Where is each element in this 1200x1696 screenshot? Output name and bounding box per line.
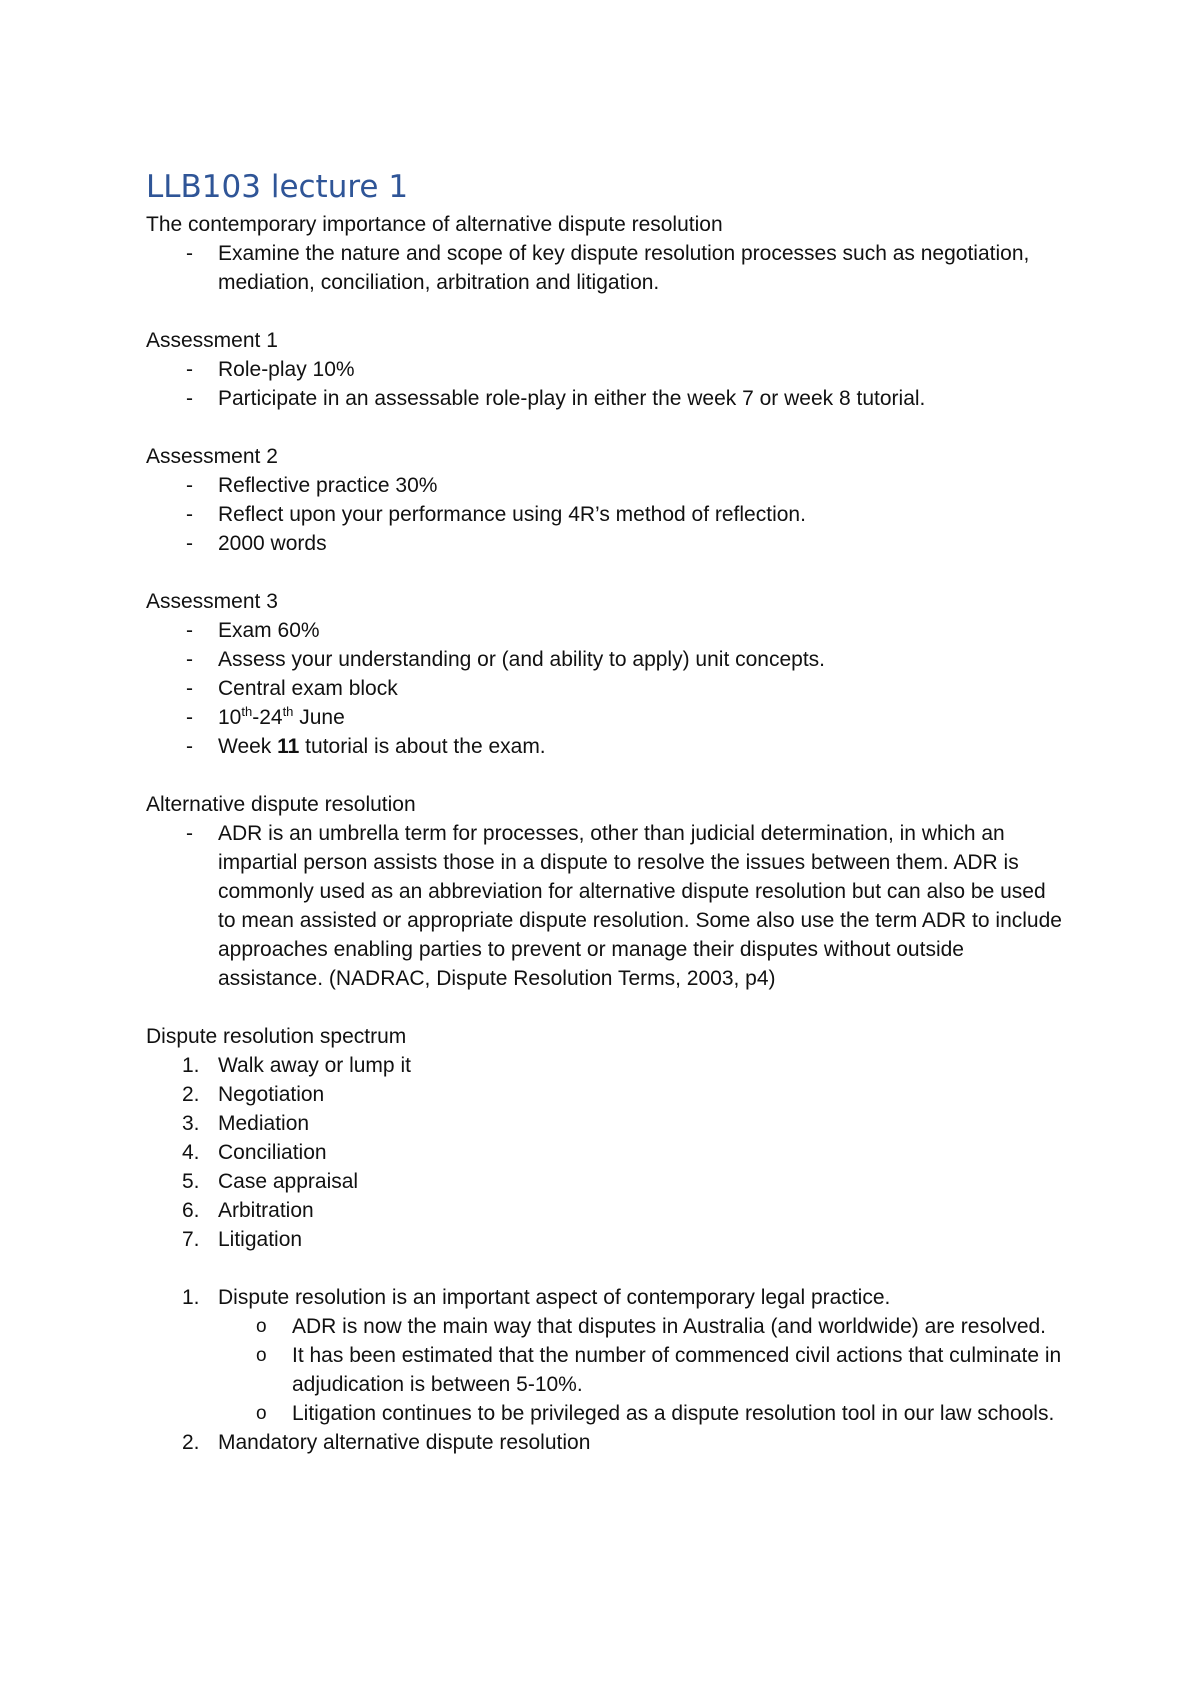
list-item [146,471,1066,500]
dash-marker: - [186,387,193,410]
number-marker: 3. [182,1112,200,1135]
list-item-text: Role-play 10% [218,358,355,381]
list-item-text: Reflective practice 30% [218,474,438,497]
document-content [146,168,1066,1457]
list-item-text: Mediation [218,1112,310,1135]
dash-marker: - [186,735,193,758]
number-marker: 6. [182,1199,200,1222]
exam-dates-item [146,703,1066,732]
dash-marker: - [186,619,193,642]
circle-marker: o [256,1403,267,1424]
list-item [146,384,1066,413]
list-item [146,1225,1066,1254]
number-marker: 1. [182,1054,200,1077]
list-item [146,1138,1066,1167]
dash-marker: - [186,822,193,845]
assessment2-list [146,471,1066,558]
assessment3-heading: Assessment 3 [146,590,278,613]
adr-definition: ADR is an umbrella term for processes, other than judicial determination, in which an impartial person assists those in a dispute to resolve the issues between them. ADR is commonly used as an abbreviation for alternative dispute resolution but can also be used to mean assisted or appropriate dispute resolution. Some also use the term ADR to include approaches enabling parties to prevent or manage their disputes without outside assistance. (NADRAC, Dispute Resolution Terms, 2003, p4) [218,822,1062,990]
list-item [146,1167,1066,1196]
list-item [146,1283,1066,1428]
number-marker: 2. [182,1083,200,1106]
assessment2-heading: Assessment 2 [146,445,278,468]
list-item-text: Reflect upon your performance using 4R’s method of reflection. [218,503,806,526]
adr-list [146,819,1066,993]
list-item-text: Walk away or lump it [218,1054,411,1077]
sub-list [146,1312,1066,1428]
list-item [146,355,1066,384]
number-marker: 1. [182,1286,200,1309]
assessment1-list [146,355,1066,413]
list-item-text: Negotiation [218,1083,325,1106]
list-item [146,1051,1066,1080]
assessment1-heading: Assessment 1 [146,329,278,352]
dash-marker: - [186,677,193,700]
exam-dates: 10th-24th June [218,704,345,729]
number-marker: 7. [182,1228,200,1251]
sub-list-item [146,1312,1066,1341]
dash-marker: - [186,648,193,671]
dash-marker: - [186,503,193,526]
subtitle: The contemporary importance of alternative dispute resolution [146,213,723,236]
week11-text: Week 11 tutorial is about the exam. [218,735,546,758]
list-item-text: Mandatory alternative dispute resolution [218,1431,591,1454]
dash-marker: - [186,532,193,555]
list-item-text: Case appraisal [218,1170,359,1193]
list-item-text: 2000 words [218,532,327,555]
dash-marker: - [186,706,193,729]
dash-marker: - [186,474,193,497]
dash-marker: - [186,358,193,381]
list-item [146,674,1066,703]
list-item [146,1080,1066,1109]
week11-item [146,732,1066,761]
list-item [146,500,1066,529]
number-marker: 5. [182,1170,200,1193]
intro-list [146,239,1066,297]
list-item [146,1428,1066,1457]
spectrum-heading: Dispute resolution spectrum [146,1025,407,1048]
assessment3-list [146,616,1066,761]
list-item [146,529,1066,558]
circle-marker: o [256,1316,267,1337]
list-item-text: Assess your understanding or (and ability to apply) unit concepts. [218,648,826,671]
list-item-text: Conciliation [218,1141,327,1164]
dash-marker: - [186,242,193,265]
points-list [146,1283,1066,1457]
list-item-text: Examine the nature and scope of key dispute resolution processes such as negotiation, mediation, conciliation, arbitration and litigation. [218,242,1030,294]
page-title: LLB103 lecture 1 [146,169,409,205]
sub-list-item [146,1341,1066,1399]
circle-marker: o [256,1345,267,1366]
list-item-text: Participate in an assessable role-play in either the week 7 or week 8 tutorial. [218,387,926,410]
adr-heading: Alternative dispute resolution [146,793,416,816]
sub-item-text: Litigation continues to be privileged as a dispute resolution tool in our law schools. [292,1402,1055,1425]
list-item-text: Litigation [218,1228,303,1251]
list-item [146,616,1066,645]
list-item-text: Dispute resolution is an important aspect of contemporary legal practice. [218,1286,891,1309]
list-item [146,819,1066,993]
list-item [146,239,1066,297]
sub-list-item [146,1399,1066,1428]
sub-item-text: ADR is now the main way that disputes in Australia (and worldwide) are resolved. [292,1315,1047,1338]
list-item [146,645,1066,674]
number-marker: 4. [182,1141,200,1164]
list-item [146,1109,1066,1138]
list-item-text: Arbitration [218,1199,314,1222]
list-item-text: Central exam block [218,677,398,700]
spectrum-list [146,1051,1066,1254]
number-marker: 2. [182,1431,200,1454]
list-item-text: Exam 60% [218,619,320,642]
sub-item-text: It has been estimated that the number of commenced civil actions that culminate in adjudication is between 5-10%. [292,1344,1062,1396]
list-item [146,1196,1066,1225]
